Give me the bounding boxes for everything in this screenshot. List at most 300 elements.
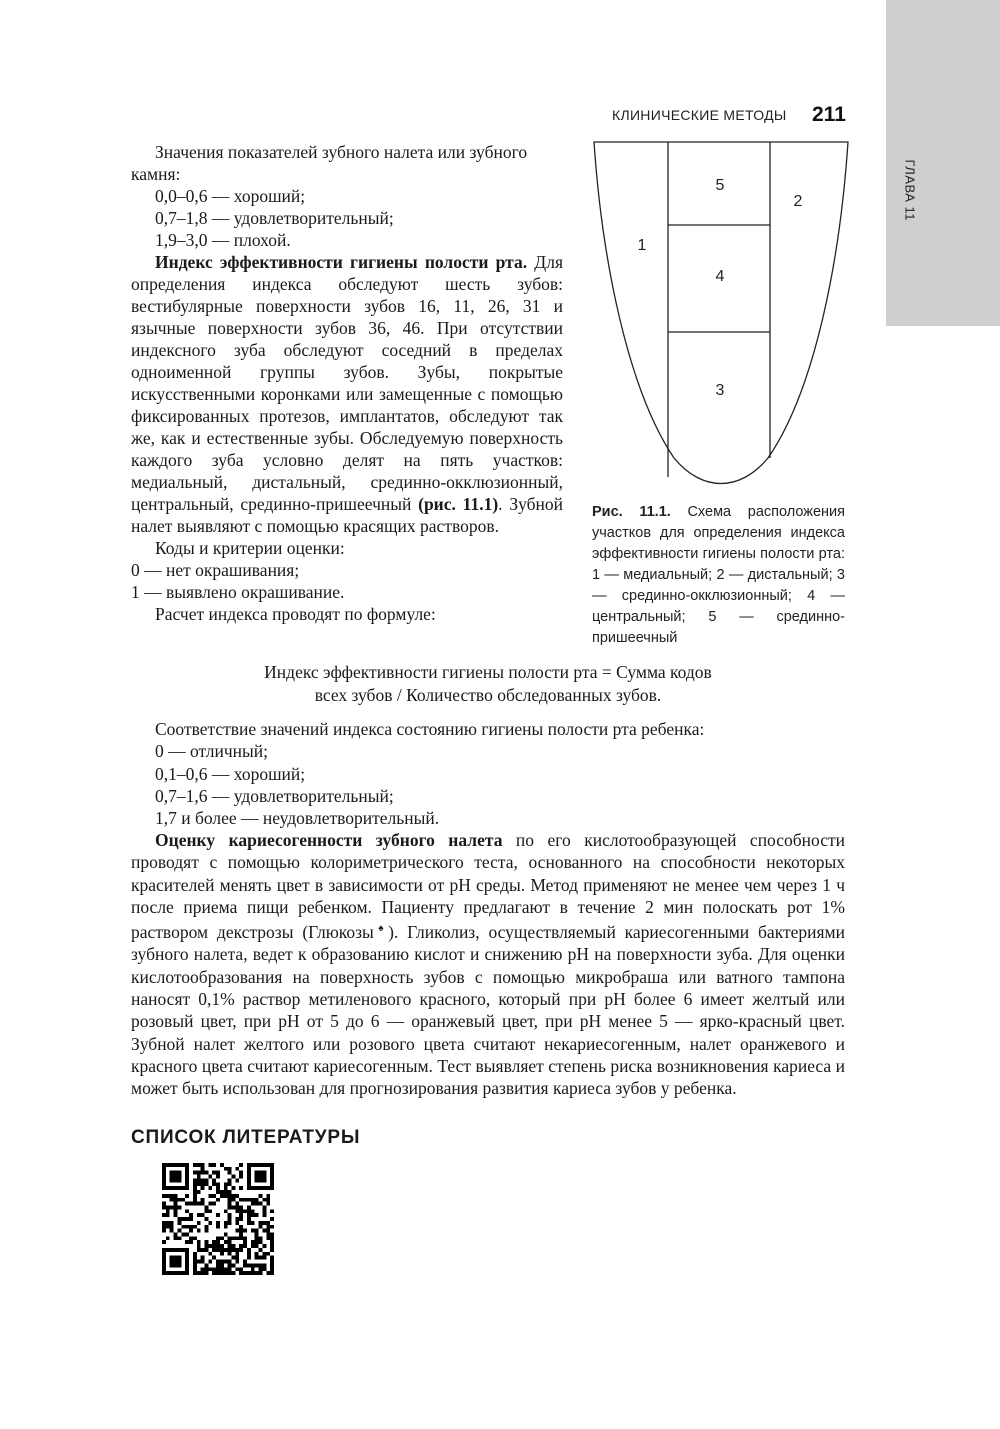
qr-module xyxy=(251,1271,255,1275)
qr-module xyxy=(193,1171,197,1175)
qr-module xyxy=(224,1186,228,1190)
qr-module xyxy=(204,1178,208,1182)
qr-module xyxy=(228,1248,232,1252)
qr-module xyxy=(174,1198,178,1202)
qr-module xyxy=(189,1240,193,1244)
qr-module xyxy=(255,1236,259,1240)
qr-module xyxy=(232,1175,236,1179)
qr-module xyxy=(270,1233,274,1237)
qr-module xyxy=(201,1256,205,1260)
figure-reference-link[interactable]: (рис. 11.1) xyxy=(418,494,499,514)
qr-module xyxy=(262,1267,266,1271)
qr-module xyxy=(235,1221,239,1225)
qr-module xyxy=(201,1213,205,1217)
qr-module xyxy=(204,1225,208,1229)
qr-module xyxy=(181,1217,185,1221)
qr-module xyxy=(174,1194,178,1198)
qr-module xyxy=(239,1205,243,1209)
qr-module xyxy=(220,1248,224,1252)
zone-label: 2 xyxy=(793,193,803,210)
hygiene-index-body: Для определения индекса обследуют шесть зубов: вестибулярные поверхности зубов 16, 11, 26, 31 и язычные поверхности зубов 36, 46. При отсутствии индексного зуба обследуют соседний в пределах одноименной группы зубов. Зубы, покрытые искусственными коронками или замещенные с помощью фиксированных протезов, имплантатов, обследуют так же, как и естественные зубы. Обследуемую поверхность каждого зуба условно делят на пять участков: медиальный, дистальный, срединно-окклюзионный, центральный, срединно-пришеечный xyxy=(131,252,563,514)
qr-module xyxy=(255,1271,259,1275)
qr-module xyxy=(247,1213,251,1217)
qr-module xyxy=(262,1209,266,1213)
qr-module xyxy=(266,1236,270,1240)
qr-module xyxy=(220,1263,224,1267)
qr-module xyxy=(243,1229,247,1233)
qr-module xyxy=(216,1186,220,1190)
qr-module xyxy=(212,1194,216,1198)
qr-module xyxy=(239,1244,243,1248)
qr-module xyxy=(166,1213,170,1217)
qr-module xyxy=(208,1186,212,1190)
qr-module xyxy=(232,1198,236,1202)
zone-label: 5 xyxy=(715,177,725,194)
qr-module xyxy=(228,1271,232,1275)
qr-module xyxy=(243,1263,247,1267)
qr-module xyxy=(212,1244,216,1248)
qr-module xyxy=(247,1271,251,1275)
qr-module xyxy=(270,1256,274,1260)
qr-module xyxy=(262,1198,266,1202)
qr-module xyxy=(243,1271,247,1275)
qr-module xyxy=(239,1248,243,1252)
qr-module xyxy=(232,1263,236,1267)
qr-module xyxy=(239,1163,243,1167)
qr-module xyxy=(235,1267,239,1271)
qr-module xyxy=(208,1209,212,1213)
qr-module xyxy=(166,1225,170,1229)
qr-module xyxy=(208,1163,212,1167)
plaque-scale-item: 1,9–3,0 — плохой. xyxy=(155,230,291,250)
formula-line: всех зубов / Количество обследованных зубов. xyxy=(314,685,662,705)
qr-module xyxy=(216,1171,220,1175)
qr-module xyxy=(243,1260,247,1264)
qr-module xyxy=(251,1267,255,1271)
qr-module xyxy=(201,1163,205,1167)
qr-module xyxy=(201,1271,205,1275)
index-scale-item: 0,1–0,6 — хороший; xyxy=(155,763,306,784)
qr-module xyxy=(177,1217,181,1221)
qr-module xyxy=(193,1252,197,1256)
qr-module xyxy=(193,1178,197,1182)
qr-module xyxy=(216,1244,220,1248)
qr-module xyxy=(216,1221,220,1225)
qr-module xyxy=(228,1202,232,1206)
qr-module xyxy=(174,1213,178,1217)
qr-module xyxy=(224,1260,228,1264)
qr-module xyxy=(239,1186,243,1190)
qr-module xyxy=(189,1225,193,1229)
qr-module xyxy=(208,1267,212,1271)
qr-module xyxy=(224,1271,228,1275)
qr-module xyxy=(235,1260,239,1264)
qr-module xyxy=(243,1240,247,1244)
qr-module xyxy=(193,1260,197,1264)
references-heading: СПИСОК ЛИТЕРАТУРЫ xyxy=(131,1127,361,1148)
qr-module xyxy=(235,1202,239,1206)
qr-module xyxy=(193,1263,197,1267)
hygiene-index-block xyxy=(131,251,563,625)
qr-module xyxy=(239,1236,243,1240)
qr-module xyxy=(212,1178,216,1182)
qr-module xyxy=(251,1209,255,1213)
qr-module xyxy=(270,1217,274,1221)
qr-module xyxy=(193,1236,197,1240)
qr-module xyxy=(193,1194,197,1198)
qr-module xyxy=(228,1260,232,1264)
qr-module xyxy=(220,1271,224,1275)
qr-module xyxy=(247,1263,251,1267)
qr-module xyxy=(224,1167,228,1171)
qr-module xyxy=(220,1163,224,1167)
qr-module xyxy=(185,1217,189,1221)
qr-module xyxy=(228,1182,232,1186)
qr-module xyxy=(170,1225,174,1229)
qr-module xyxy=(204,1271,208,1275)
qr-module xyxy=(204,1209,208,1213)
qr-module xyxy=(232,1244,236,1248)
qr-module xyxy=(220,1236,224,1240)
qr-module xyxy=(197,1244,201,1248)
qr-module xyxy=(162,1205,166,1209)
index-scale-intro: Соответствие значений индекса состоянию гигиены полости рта ребенка: xyxy=(155,719,705,739)
qr-module xyxy=(216,1248,220,1252)
qr-module xyxy=(255,1213,259,1217)
qr-module xyxy=(270,1267,274,1271)
qr-module xyxy=(177,1205,181,1209)
qr-module xyxy=(204,1182,208,1186)
cariogenicity-term: Оценку кариесогенности зубного налета xyxy=(155,830,503,850)
qr-module xyxy=(197,1248,201,1252)
qr-module xyxy=(235,1229,239,1233)
qr-module xyxy=(262,1256,266,1260)
hygiene-index-body-end: . Зубной налет выявляют с помощью красящих растворов. xyxy=(131,494,563,536)
qr-module xyxy=(166,1209,170,1213)
qr-module xyxy=(232,1186,236,1190)
qr-module xyxy=(204,1205,208,1209)
qr-module xyxy=(235,1194,239,1198)
qr-module xyxy=(174,1233,178,1237)
qr-module xyxy=(224,1209,228,1213)
qr-module xyxy=(220,1252,224,1256)
qr-module xyxy=(216,1175,220,1179)
qr-module xyxy=(212,1248,216,1252)
qr-module xyxy=(255,1256,259,1260)
qr-module xyxy=(224,1194,228,1198)
qr-module xyxy=(266,1225,270,1229)
qr-module xyxy=(232,1236,236,1240)
qr-module xyxy=(262,1205,266,1209)
qr-module xyxy=(166,1194,170,1198)
qr-module xyxy=(228,1178,232,1182)
qr-module xyxy=(259,1236,263,1240)
qr-module xyxy=(235,1236,239,1240)
qr-module xyxy=(266,1271,270,1275)
qr-module xyxy=(232,1271,236,1275)
qr-module xyxy=(239,1198,243,1202)
formula-intro: Расчет индекса проводят по формуле: xyxy=(155,604,436,624)
hygiene-index-term: Индекс эффективности гигиены полости рта. xyxy=(155,252,528,272)
qr-module xyxy=(228,1171,232,1175)
qr-module xyxy=(220,1260,224,1264)
qr-module xyxy=(251,1244,255,1248)
qr-module xyxy=(239,1271,243,1275)
qr-module xyxy=(232,1256,236,1260)
qr-module xyxy=(208,1202,212,1206)
qr-module xyxy=(270,1260,274,1264)
qr-module xyxy=(162,1202,166,1206)
formula-line: Индекс эффективности гигиены полости рта = Сумма кодов xyxy=(264,662,712,682)
running-title: КЛИНИЧЕСКИЕ МЕТОДЫ xyxy=(612,107,787,123)
qr-module xyxy=(255,1240,259,1244)
qr-module xyxy=(193,1225,197,1229)
qr-module xyxy=(208,1244,212,1248)
qr-module xyxy=(262,1229,266,1233)
qr-module xyxy=(228,1236,232,1240)
qr-module xyxy=(259,1263,263,1267)
qr-module xyxy=(193,1190,197,1194)
qr-module xyxy=(216,1198,220,1202)
qr-module xyxy=(251,1229,255,1233)
qr-module xyxy=(185,1209,189,1213)
qr-module xyxy=(259,1248,263,1252)
qr-module xyxy=(255,1233,259,1237)
qr-module xyxy=(208,1221,212,1225)
qr-module xyxy=(181,1198,185,1202)
qr-module xyxy=(247,1256,251,1260)
qr-module xyxy=(228,1217,232,1221)
qr-module xyxy=(235,1252,239,1256)
code-item: 0 — нет окрашивания; xyxy=(131,560,300,580)
qr-module xyxy=(266,1194,270,1198)
qr-module xyxy=(216,1271,220,1275)
qr-module xyxy=(239,1175,243,1179)
qr-module xyxy=(228,1263,232,1267)
qr-module xyxy=(235,1178,239,1182)
qr-module xyxy=(204,1248,208,1252)
qr-module xyxy=(216,1267,220,1271)
qr-module xyxy=(239,1225,243,1229)
cariogenicity-body: по его кислотообразующей способности проводят с помощью колориметрического теста, основанного на способности некоторых красителей менять цвет в зависимости от pH среды. Метод применяют не менее чем через 1 ч после приема пищи ребенком. Пациенту предлагают в течение 2 мин полоскать рот 1% раствором декстрозы (Глюкозы xyxy=(131,830,845,943)
qr-module xyxy=(193,1267,197,1271)
plaque-scale-item: 0,0–0,6 — хороший; xyxy=(155,186,306,206)
qr-module xyxy=(201,1267,205,1271)
qr-module xyxy=(216,1236,220,1240)
qr-module xyxy=(262,1213,266,1217)
qr-module xyxy=(228,1190,232,1194)
qr-module xyxy=(174,1205,178,1209)
qr-module xyxy=(251,1263,255,1267)
qr-module xyxy=(239,1213,243,1217)
qr-module xyxy=(185,1194,189,1198)
qr-module xyxy=(259,1221,263,1225)
qr-module xyxy=(259,1271,263,1275)
qr-module xyxy=(197,1240,201,1244)
qr-module xyxy=(270,1244,274,1248)
qr-module xyxy=(270,1236,274,1240)
qr-module xyxy=(189,1213,193,1217)
qr-module xyxy=(185,1202,189,1206)
index-scale-item: 0 — отличный; xyxy=(155,741,268,762)
qr-module xyxy=(220,1244,224,1248)
qr-module xyxy=(235,1217,239,1221)
qr-module xyxy=(204,1240,208,1244)
qr-module xyxy=(177,1236,181,1240)
qr-module xyxy=(266,1252,270,1256)
qr-module xyxy=(266,1202,270,1206)
qr-module xyxy=(243,1209,247,1213)
plaque-scale-intro: Значения показателей зубного налета или зубного камня: xyxy=(131,142,528,184)
qr-module xyxy=(224,1233,228,1237)
qr-module xyxy=(224,1240,228,1244)
qr-module xyxy=(201,1202,205,1206)
qr-module xyxy=(243,1244,247,1248)
qr-module xyxy=(177,1198,181,1202)
qr-module xyxy=(162,1240,166,1244)
qr-module xyxy=(197,1202,201,1206)
qr-module xyxy=(193,1163,197,1167)
qr-module xyxy=(216,1213,220,1217)
zone-label: 1 xyxy=(637,237,647,254)
qr-module xyxy=(208,1260,212,1264)
cariogenicity-paragraph xyxy=(131,829,845,1099)
zone-label: 3 xyxy=(715,382,725,399)
qr-module xyxy=(270,1271,274,1275)
qr-module xyxy=(174,1236,178,1240)
qr-module xyxy=(185,1233,189,1237)
qr-module xyxy=(232,1248,236,1252)
qr-module xyxy=(224,1248,228,1252)
formula xyxy=(131,661,845,707)
qr-module xyxy=(235,1209,239,1213)
qr-module xyxy=(255,1198,259,1202)
qr-module xyxy=(228,1205,232,1209)
qr-module xyxy=(208,1194,212,1198)
qr-module xyxy=(224,1221,228,1225)
qr-module xyxy=(212,1271,216,1275)
qr-module xyxy=(170,1205,174,1209)
qr-module xyxy=(232,1194,236,1198)
tooth-surface-diagram xyxy=(590,140,852,488)
qr-module xyxy=(162,1225,166,1229)
qr-module xyxy=(255,1202,259,1206)
qr-module xyxy=(228,1252,232,1256)
qr-module xyxy=(216,1263,220,1267)
qr-module xyxy=(212,1171,216,1175)
qr-module xyxy=(174,1209,178,1213)
qr-module xyxy=(266,1229,270,1233)
qr-module xyxy=(239,1209,243,1213)
qr-module xyxy=(266,1233,270,1237)
qr-module xyxy=(255,1229,259,1233)
qr-module xyxy=(228,1244,232,1248)
qr-module xyxy=(201,1171,205,1175)
qr-module xyxy=(197,1260,201,1264)
qr-module xyxy=(239,1217,243,1221)
qr-module xyxy=(228,1267,232,1271)
qr-module xyxy=(162,1194,166,1198)
qr-module xyxy=(193,1271,197,1275)
cariogenicity-body-end: ). Гликолиз, осуществляемый кариесогенными бактериями зубного налета, ведет к образованию кислот и снижению pH на поверхности зуба. Для оценки кислотообразования на поверхность зубов с помощью микробраша или ватного тампона наносят 0,1% раствор метиленового красного, который при pH более 6 имеет желтый или розовый цвет, при pH от 5 до 6 — оранжевый цвет, при pH менее 5 — ярко-красный цвет. Зубной налет желтого или розового цвета считают некариесогенным, налет оранжевого и красного цвета считают кариесогенным. Тест выявляет степень риска возникновения кариеса и может быть использован для прогнозирования развития кариеса зубов у ребенка. xyxy=(131,922,845,1099)
qr-module xyxy=(224,1190,228,1194)
qr-module xyxy=(201,1260,205,1264)
qr-module xyxy=(251,1198,255,1202)
qr-module xyxy=(170,1198,174,1202)
qr-module xyxy=(251,1221,255,1225)
qr-module xyxy=(166,1236,170,1240)
qr-module xyxy=(259,1267,263,1271)
caption-label: Рис. 11.1. xyxy=(592,504,671,520)
qr-module xyxy=(201,1198,205,1202)
qr-module xyxy=(208,1175,212,1179)
qr-module xyxy=(235,1167,239,1171)
qr-module xyxy=(197,1229,201,1233)
qr-module xyxy=(262,1221,266,1225)
qr-module xyxy=(177,1229,181,1233)
qr-module xyxy=(197,1190,201,1194)
qr-module xyxy=(255,1252,259,1256)
qr-module xyxy=(185,1240,189,1244)
qr-module xyxy=(228,1221,232,1225)
page-number: 211 xyxy=(812,103,846,126)
index-scale-item: 0,7–1,6 — удовлетворительный; xyxy=(155,785,394,806)
qr-module xyxy=(259,1225,263,1229)
qr-module xyxy=(239,1233,243,1237)
qr-module xyxy=(247,1221,251,1225)
index-scale-block xyxy=(131,718,845,829)
qr-module xyxy=(247,1248,251,1252)
qr-module xyxy=(239,1267,243,1271)
qr-module xyxy=(166,1205,170,1209)
registered-drug-mark: ♠ xyxy=(373,923,389,935)
qr-module xyxy=(232,1205,236,1209)
qr-module xyxy=(197,1213,201,1217)
qr-module xyxy=(255,1263,259,1267)
qr-module xyxy=(204,1267,208,1271)
references-qr-code[interactable] xyxy=(162,1163,274,1275)
qr-module xyxy=(220,1190,224,1194)
qr-module xyxy=(201,1178,205,1182)
qr-module xyxy=(170,1221,174,1225)
qr-module xyxy=(162,1213,166,1217)
qr-module xyxy=(228,1213,232,1217)
code-item: 1 — выявлено окрашивание. xyxy=(131,582,345,602)
qr-module xyxy=(216,1260,220,1264)
qr-module xyxy=(270,1248,274,1252)
qr-module xyxy=(212,1256,216,1260)
qr-module xyxy=(193,1186,197,1190)
qr-module xyxy=(181,1225,185,1229)
qr-module xyxy=(220,1194,224,1198)
qr-module xyxy=(251,1202,255,1206)
qr-module xyxy=(189,1217,193,1221)
qr-module xyxy=(235,1248,239,1252)
qr-module xyxy=(216,1225,220,1229)
zone-label: 4 xyxy=(715,268,725,285)
caption-text: Схема расположения участков для определения индекса эффективности гигиены полости рта: 1 — медиальный; 2 — дистальный; 3 — срединно-окклюзионный; 4 — центральный; 5 — срединно-пришеечный xyxy=(592,504,846,646)
qr-module xyxy=(224,1267,228,1271)
index-scale-item: 1,7 и более — неудовлетворительный. xyxy=(155,808,440,829)
qr-module xyxy=(228,1240,232,1244)
qr-module xyxy=(204,1244,208,1248)
qr-module xyxy=(247,1205,251,1209)
qr-module xyxy=(266,1221,270,1225)
qr-module xyxy=(197,1163,201,1167)
qr-module xyxy=(193,1256,197,1260)
qr-module xyxy=(193,1198,197,1202)
qr-module xyxy=(243,1198,247,1202)
